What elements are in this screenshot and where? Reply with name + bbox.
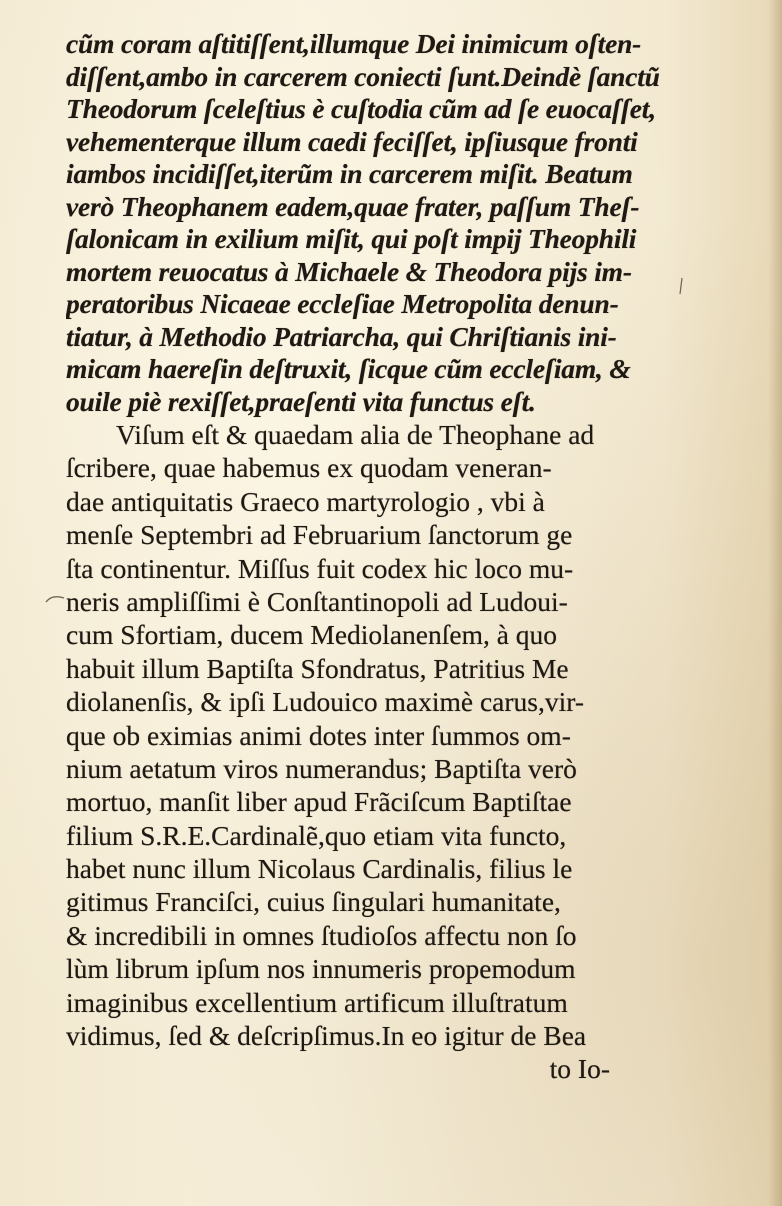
roman-line-15: gitimus Franciſci, cuius ſingulari humanitate, bbox=[66, 886, 561, 918]
roman-line-13: filium S.R.E.Cardinalẽ,quo etiam vita functo, bbox=[66, 819, 567, 851]
roman-line-5: ſta continentur. Miſſus fuit codex hic loco mu- bbox=[66, 552, 574, 584]
italic-line-11: micam haereſin deſtruxit, ſicque cũm eccleſiam, & bbox=[66, 353, 631, 384]
italic-line-10: tiatur, à Methodio Patriarcha, qui Chriſtianis ini- bbox=[66, 320, 617, 352]
roman-line-8: habuit illum Baptiſta Sfondratus, Patritius Me bbox=[66, 652, 569, 684]
roman-line-6: neris ampliſſimi è Conſtantinopoli ad Ludoui- bbox=[66, 585, 568, 617]
italic-line-6: verò Theophanem eadem,quae frater, paſſum Theſ- bbox=[66, 190, 640, 222]
margin-pen-mark-left bbox=[44, 592, 66, 606]
roman-line-11: nium aetatum viros numerandus; Baptiſta verò bbox=[66, 752, 577, 784]
italic-line-4: vehementerque illum caedi feciſſet, ipſiusque fronti bbox=[66, 125, 638, 157]
margin-pen-mark-right bbox=[676, 276, 686, 296]
roman-line-18: imaginibus excellentium artificum illuſtratum bbox=[66, 986, 568, 1018]
roman-line-1: Viſum eſt & quaedam alia de Theophane ad bbox=[116, 419, 595, 450]
roman-line-10: que ob eximias animi dotes inter ſummos om- bbox=[66, 719, 571, 751]
italic-line-1: cũm coram aſtitiſſent,illumque Dei inimicum oſten- bbox=[66, 28, 642, 59]
text-block bbox=[66, 28, 666, 1086]
italic-line-5: iambos incidiſſet,iterũm in carcerem miſit. Beatum bbox=[66, 158, 633, 189]
italic-line-12: ouile piè rexiſſet,praeſenti vita functus eſt. bbox=[66, 385, 536, 417]
roman-line-4: menſe Septembri ad Februarium ſanctorum ge bbox=[66, 519, 573, 551]
italic-line-8: mortem reuocatus à Michaele & Theodora pijs im- bbox=[66, 255, 632, 287]
catchword: to Io- bbox=[549, 1053, 610, 1085]
roman-line-19: vidimus, ſed & deſcripſimus.In eo igitur de Bea bbox=[66, 1020, 587, 1052]
roman-line-9: diolanenſis, & ipſi Ludouico maximè carus,vir- bbox=[66, 686, 585, 718]
roman-line-7: cum Sfortiam, ducem Mediolanenſem, à quo bbox=[66, 619, 558, 651]
page-edge-shadow bbox=[768, 0, 782, 1206]
roman-line-12: mortuo, manſit liber apud Frãciſcum Baptiſtae bbox=[66, 786, 572, 818]
italic-line-3: Theodorum ſceleſtius è cuſtodia cũm ad ſe euocaſſet, bbox=[66, 93, 656, 124]
roman-line-2: ſcribere, quae habemus ex quodam veneran- bbox=[66, 452, 552, 484]
roman-line-3: dae antiquitatis Graeco martyrologio , vbi à bbox=[66, 485, 545, 517]
italic-line-7: ſalonicam in exilium miſit, qui poſt impij Theophili bbox=[66, 223, 637, 254]
italic-line-2: diſſent,ambo in carcerem coniecti ſunt.Deindè ſanctũ bbox=[66, 60, 660, 92]
roman-line-17: lùm librum ipſum nos innumeris propemodum bbox=[66, 953, 576, 985]
roman-line-14: habet nunc illum Nicolaus Cardinalis, filius le bbox=[66, 853, 573, 885]
roman-line-16: & incredibili in omnes ſtudioſos affectu non ſo bbox=[66, 919, 577, 951]
italic-line-9: peratoribus Nicaeae eccleſiae Metropolita denun- bbox=[66, 288, 619, 319]
